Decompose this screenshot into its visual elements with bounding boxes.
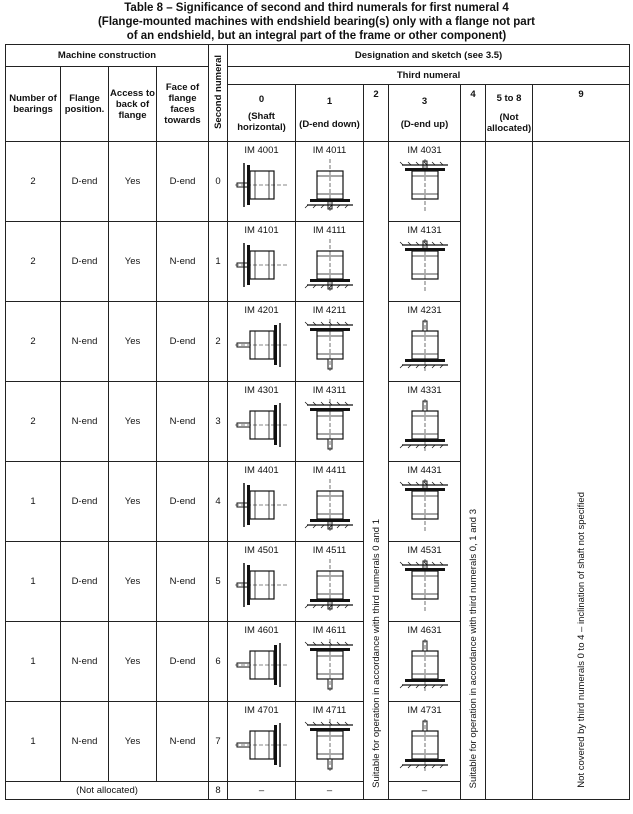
designation-code: IM 4531 (407, 545, 442, 556)
designation-code: IM 4331 (407, 385, 442, 396)
designation-code: IM 4011 (312, 145, 347, 156)
table-title (0, 0, 633, 43)
second-numeral-cell: 7 (209, 702, 228, 782)
designation-cell (296, 222, 364, 302)
designation-cell (296, 462, 364, 542)
access-header: Access to back of flange (109, 67, 157, 142)
machine-sketch (301, 479, 359, 531)
access-cell: Yes (109, 382, 157, 462)
second-numeral-cell: 2 (209, 302, 228, 382)
face-cell: D-end (157, 462, 209, 542)
title-line-3: of an endshield, but an integral part of the frame or other component) (126, 30, 507, 42)
bearings-cell: 1 (6, 462, 61, 542)
not-allocated-label: (Not allocated) (6, 782, 209, 800)
bearings-cell: 2 (6, 382, 61, 462)
designation-code: IM 4301 (244, 385, 279, 396)
designation-code: IM 4401 (244, 465, 279, 476)
designation-code: IM 4201 (244, 305, 279, 316)
bearings-cell: 2 (6, 222, 61, 302)
dash-cell: – (228, 782, 296, 800)
col-5-8-header: 5 to 8 (Not allocated) (486, 85, 533, 142)
face-cell: N-end (157, 702, 209, 782)
designation-code: IM 4101 (244, 225, 279, 236)
designation-code: IM 4131 (407, 225, 442, 236)
designation-cell (389, 622, 461, 702)
access-cell: Yes (109, 542, 157, 622)
flange-position-cell: D-end (61, 462, 109, 542)
machine-sketch (233, 399, 291, 451)
designation-cell (296, 302, 364, 382)
flange-position-cell: N-end (61, 382, 109, 462)
designation-code: IM 4111 (313, 225, 346, 236)
designation-code: IM 4731 (407, 705, 442, 716)
access-cell: Yes (109, 702, 157, 782)
col-1-header: 1 (D-end down) (296, 85, 364, 142)
designation-code: IM 4711 (312, 705, 347, 716)
designation-code: IM 4311 (312, 385, 347, 396)
col-0-header: 0 (Shaft horizontal) (228, 85, 296, 142)
designation-code: IM 4501 (244, 545, 279, 556)
col-3-header: 3 (D-end up) (389, 85, 461, 142)
machine-sketch (301, 239, 359, 291)
bearings-cell: 1 (6, 542, 61, 622)
face-cell: N-end (157, 542, 209, 622)
face-cell: D-end (157, 142, 209, 222)
machine-sketch (396, 239, 454, 291)
designation-cell (389, 462, 461, 542)
machine-sketch (233, 239, 291, 291)
machine-sketch (396, 719, 454, 771)
designation-cell (228, 302, 296, 382)
second-numeral-cell: 0 (209, 142, 228, 222)
machine-sketch (233, 159, 291, 211)
second-numeral-cell: 3 (209, 382, 228, 462)
designation-cell (389, 222, 461, 302)
flange-position-cell: D-end (61, 222, 109, 302)
machine-sketch (233, 719, 291, 771)
title-line-1: Table 8 – Significance of second and third numerals for first numeral 4 (124, 2, 509, 14)
designation-code: IM 4511 (312, 545, 347, 556)
dash-cell: – (296, 782, 364, 800)
machine-sketch (233, 319, 291, 371)
flange-position-header: Flange position. (61, 67, 109, 142)
machine-sketch (301, 639, 359, 691)
designation-code: IM 4601 (244, 625, 279, 636)
designation-header: Designation and sketch (see 3.5) (228, 45, 630, 67)
col-9-note: Not covered by third numerals 0 to 4 – inclination of shaft not specified (533, 142, 630, 800)
designation-cell (228, 622, 296, 702)
second-numeral-header: Second numeral (209, 45, 228, 142)
bearings-cell: 1 (6, 622, 61, 702)
designation-cell (296, 622, 364, 702)
title-line-2: (Flange-mounted machines with endshield bearing(s) only with a flange not part (97, 16, 536, 28)
table-row (6, 142, 630, 222)
machine-sketch (301, 159, 359, 211)
dash-cell: – (389, 782, 461, 800)
face-cell: N-end (157, 222, 209, 302)
designation-cell (389, 382, 461, 462)
bearings-cell: 2 (6, 302, 61, 382)
face-cell: D-end (157, 622, 209, 702)
access-cell: Yes (109, 622, 157, 702)
designation-cell (296, 142, 364, 222)
second-numeral-cell: 5 (209, 542, 228, 622)
machine-sketch (396, 399, 454, 451)
designation-code: IM 4631 (407, 625, 442, 636)
face-header: Face of flange faces towards (157, 67, 209, 142)
flange-position-cell: N-end (61, 702, 109, 782)
machine-sketch (301, 559, 359, 611)
machine-sketch (301, 319, 359, 371)
designation-cell (228, 542, 296, 622)
designation-cell (228, 702, 296, 782)
machine-sketch (396, 479, 454, 531)
machine-sketch (396, 159, 454, 211)
designation-cell (228, 462, 296, 542)
machine-sketch (396, 639, 454, 691)
second-numeral-cell: 8 (209, 782, 228, 800)
flange-position-cell: N-end (61, 622, 109, 702)
designation-cell (228, 142, 296, 222)
bearings-cell: 2 (6, 142, 61, 222)
designation-cell (389, 302, 461, 382)
machine-sketch (233, 559, 291, 611)
face-cell: D-end (157, 302, 209, 382)
designation-code: IM 4211 (312, 305, 347, 316)
machine-sketch (233, 479, 291, 531)
designation-code: IM 4001 (244, 145, 279, 156)
designation-code: IM 4231 (407, 305, 442, 316)
machine-sketch (233, 639, 291, 691)
number-of-bearings-header: Number of bearings (6, 67, 61, 142)
designation-cell (228, 222, 296, 302)
col-2-header: 2 (364, 85, 389, 142)
second-numeral-cell: 6 (209, 622, 228, 702)
designation-code: IM 4431 (407, 465, 442, 476)
designation-code: IM 4031 (407, 145, 442, 156)
bearings-cell: 1 (6, 702, 61, 782)
designation-table (5, 44, 630, 800)
access-cell: Yes (109, 222, 157, 302)
col-9-header: 9 (533, 85, 630, 142)
designation-cell (389, 542, 461, 622)
flange-position-cell: N-end (61, 302, 109, 382)
access-cell: Yes (109, 142, 157, 222)
designation-code: IM 4411 (312, 465, 347, 476)
col-2-note: Suitable for operation in accordance with third numerals 0 and 1 (364, 142, 389, 800)
col-4-header: 4 (461, 85, 486, 142)
flange-position-cell: D-end (61, 142, 109, 222)
second-numeral-cell: 1 (209, 222, 228, 302)
designation-cell (296, 542, 364, 622)
designation-cell (296, 702, 364, 782)
access-cell: Yes (109, 462, 157, 542)
designation-cell (389, 142, 461, 222)
machine-construction-header: Machine construction (6, 45, 209, 67)
flange-position-cell: D-end (61, 542, 109, 622)
second-numeral-cell: 4 (209, 462, 228, 542)
designation-code: IM 4701 (244, 705, 279, 716)
third-numeral-header: Third numeral (228, 67, 630, 85)
col-5-8-empty (486, 142, 533, 800)
designation-cell (296, 382, 364, 462)
designation-code: IM 4611 (312, 625, 347, 636)
col-4-note: Suitable for operation in accordance with third numerals 0, 1 and 3 (461, 142, 486, 800)
designation-cell (389, 702, 461, 782)
designation-cell (228, 382, 296, 462)
machine-sketch (396, 319, 454, 371)
machine-sketch (301, 399, 359, 451)
access-cell: Yes (109, 302, 157, 382)
face-cell: N-end (157, 382, 209, 462)
machine-sketch (396, 559, 454, 611)
machine-sketch (301, 719, 359, 771)
